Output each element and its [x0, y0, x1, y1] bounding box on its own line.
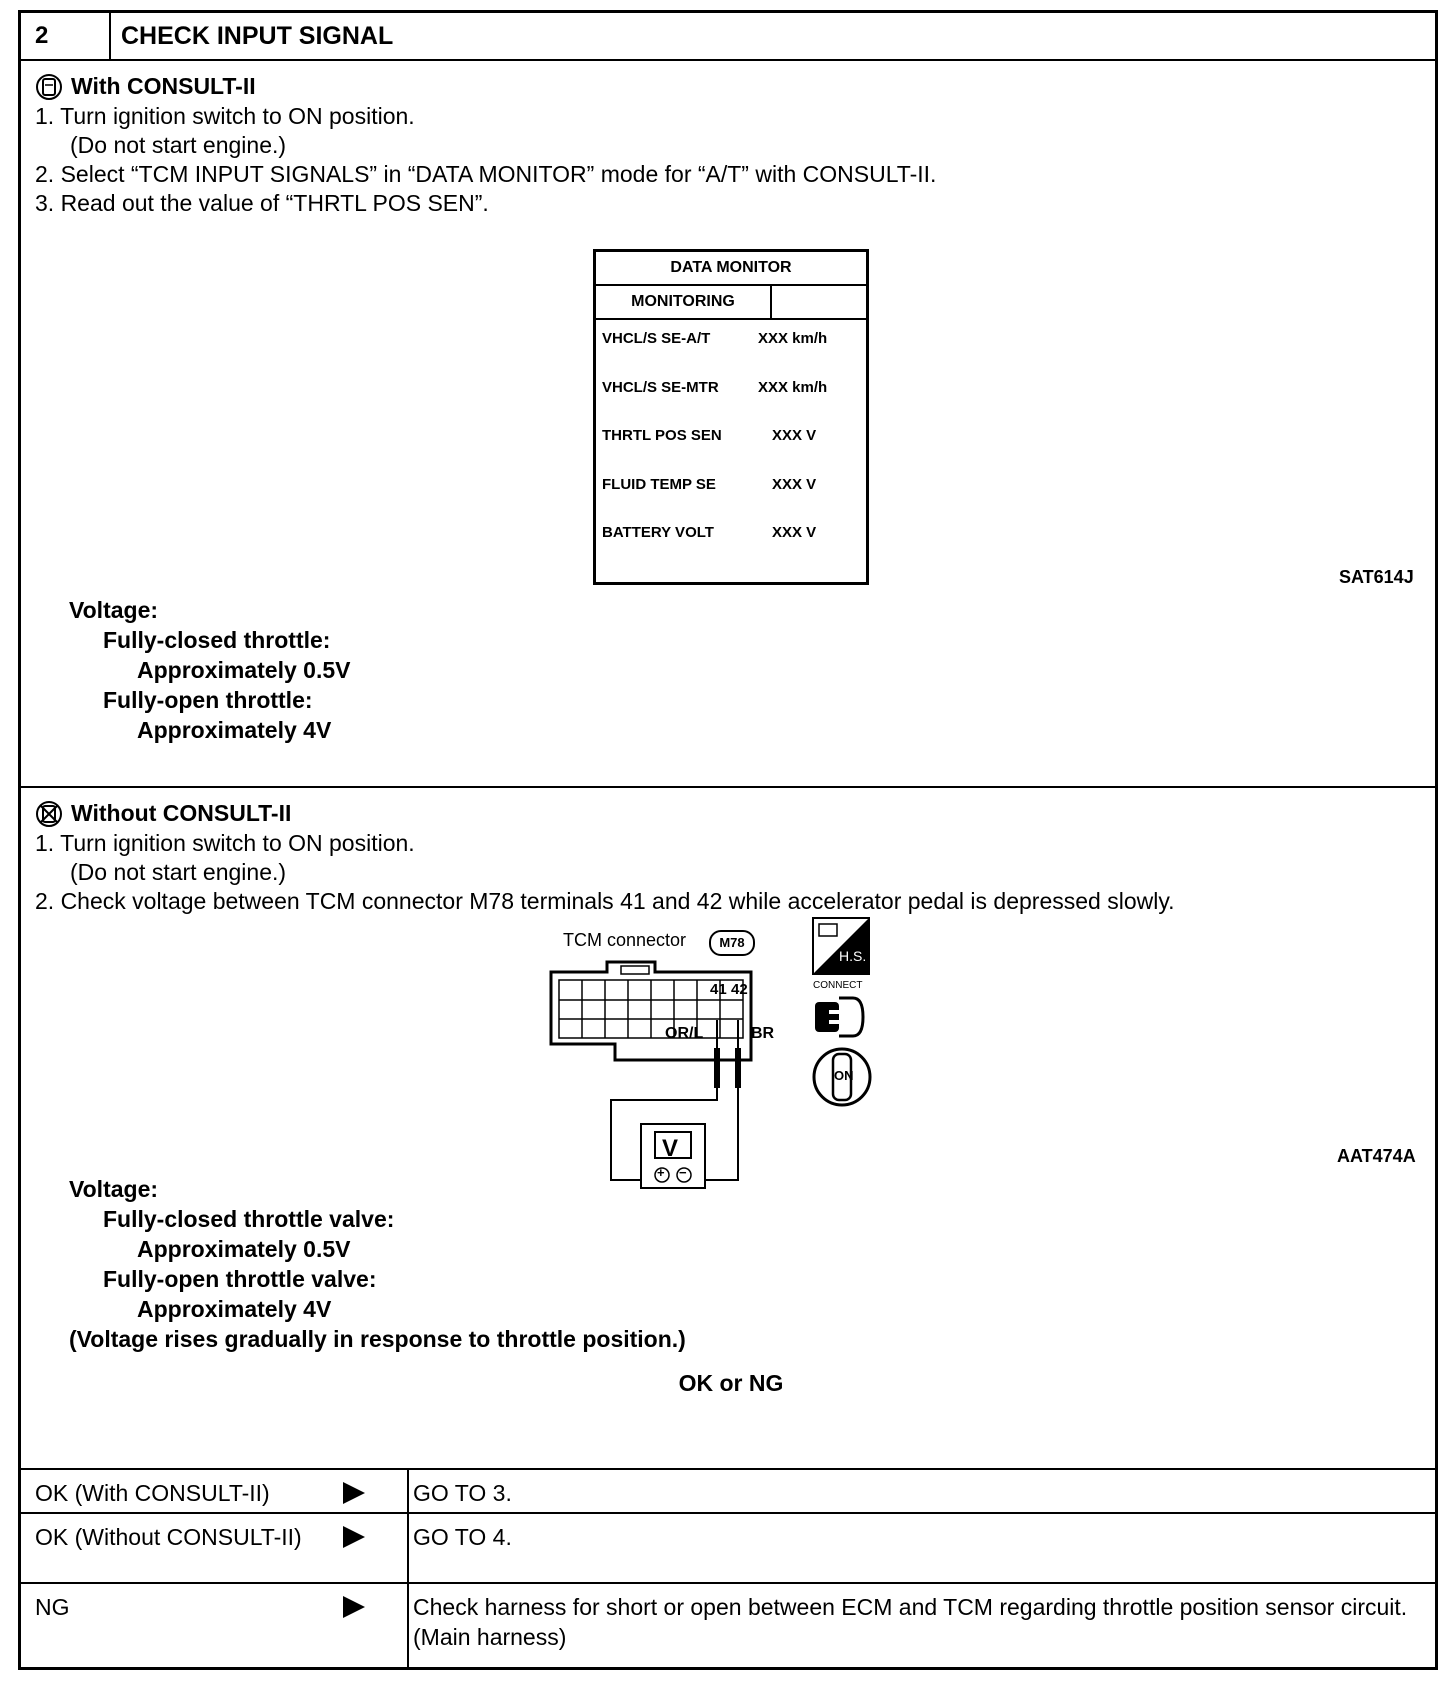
voltmeter-symbol: V: [662, 1135, 679, 1162]
with-consult-section: [21, 59, 1435, 788]
monitor-label-5: BATTERY VOLT: [602, 524, 714, 541]
with-closed-value: Approximately 0.5V: [137, 657, 351, 683]
without-closed-label: Fully-closed throttle valve:: [103, 1206, 395, 1232]
monitor-value-2: XXX km/h: [758, 379, 828, 396]
ok-or-ng-heading: OK or NG: [678, 1370, 784, 1396]
monitor-value-3: XXX V: [772, 427, 817, 444]
step-header: [21, 13, 1435, 61]
result-row-ng: [21, 1584, 1435, 1670]
meter-plus: +: [657, 1165, 665, 1180]
tcm-connector-label: TCM connector: [563, 930, 687, 950]
with-step-1: 1. Turn ignition switch to ON position.: [35, 103, 415, 129]
arrow-icon: [343, 1596, 365, 1618]
step-title: CHECK INPUT SIGNAL: [121, 22, 394, 50]
procedure-page: [18, 10, 1438, 1670]
column-divider: [407, 1584, 409, 1670]
consult-icon: [35, 73, 63, 101]
without-open-value: Approximately 4V: [137, 1296, 332, 1322]
data-monitor-screen: [593, 249, 869, 585]
result-label: OK (With CONSULT-II): [35, 1480, 270, 1506]
hs-label: H.S.: [839, 948, 867, 964]
without-step-1: 1. Turn ignition switch to ON position.: [35, 830, 415, 856]
column-divider: [407, 1470, 409, 1512]
with-consult-title: With CONSULT-II: [71, 73, 256, 99]
result-action: GO TO 3.: [413, 1480, 512, 1506]
without-open-label: Fully-open throttle valve:: [103, 1266, 377, 1292]
monitor-label-2: VHCL/S SE-MTR: [602, 379, 719, 396]
without-closed-value: Approximately 0.5V: [137, 1236, 351, 1262]
monitor-label-1: VHCL/S SE-A/T: [602, 330, 711, 347]
result-action: Check harness for short or open between ECM and TCM regarding throttle position sensor circuit. (Main harness): [413, 1594, 1408, 1650]
connect-icon: [813, 994, 869, 1040]
monitor-value-1: XXX km/h: [758, 330, 828, 347]
wire-orl-label: OR/L: [665, 1025, 704, 1042]
monitor-value-4: XXX V: [772, 476, 817, 493]
with-closed-label: Fully-closed throttle:: [103, 627, 331, 653]
result-row-ok-without: [21, 1514, 1435, 1584]
without-voltage-label: Voltage:: [69, 1176, 159, 1202]
result-row-ok-with: [21, 1470, 1435, 1514]
with-step-1-note: (Do not start engine.): [70, 132, 287, 158]
step-number: 2: [21, 13, 111, 59]
with-voltage-label: Voltage:: [69, 597, 159, 623]
monitor-subtitle: MONITORING: [596, 284, 772, 320]
monitor-value-5: XXX V: [772, 524, 817, 541]
monitor-label-4: FLUID TEMP SE: [602, 476, 716, 493]
result-action: GO TO 4.: [413, 1524, 512, 1550]
monitor-blank-cell: [772, 284, 866, 320]
monitor-title: DATA MONITOR: [596, 252, 866, 286]
monitor-label-3: THRTL POS SEN: [602, 427, 722, 444]
no-consult-icon: [35, 800, 63, 828]
column-divider: [407, 1514, 409, 1582]
without-step-1-note: (Do not start engine.): [70, 859, 287, 885]
with-step-3: 3. Read out the value of “THRTL POS SEN”.: [35, 190, 489, 216]
result-label: NG: [35, 1594, 70, 1620]
figure-id-aat474a: AAT474A: [1337, 1146, 1416, 1166]
figure-id-sat614j: SAT614J: [1339, 567, 1414, 587]
with-open-value: Approximately 4V: [137, 717, 332, 743]
with-step-2: 2. Select “TCM INPUT SIGNALS” in “DATA MONITOR” mode for “A/T” with CONSULT-II.: [35, 161, 937, 187]
with-open-label: Fully-open throttle:: [103, 687, 313, 713]
meter-minus: −: [679, 1165, 687, 1180]
voltage-note: (Voltage rises gradually in response to throttle position.): [69, 1326, 686, 1352]
results-table: [21, 1468, 1435, 1672]
result-label: OK (Without CONSULT-II): [35, 1524, 302, 1550]
without-consult-section: [21, 788, 1435, 1468]
terminal-41-label: 41: [710, 981, 727, 998]
arrow-icon: [343, 1482, 365, 1504]
wire-br-label: BR: [751, 1025, 775, 1042]
without-consult-title: Without CONSULT-II: [71, 800, 292, 826]
on-label: ON: [834, 1068, 854, 1083]
arrow-icon: [343, 1526, 365, 1548]
without-step-2: 2. Check voltage between TCM connector M78 terminals 41 and 42 while accelerator pedal is depressed slowly.: [35, 888, 1175, 914]
terminal-42-label: 42: [731, 981, 748, 998]
connector-id-badge: M78: [709, 930, 755, 956]
harness-sensor-icon: [811, 916, 871, 976]
connect-label: CONNECT: [813, 980, 863, 991]
